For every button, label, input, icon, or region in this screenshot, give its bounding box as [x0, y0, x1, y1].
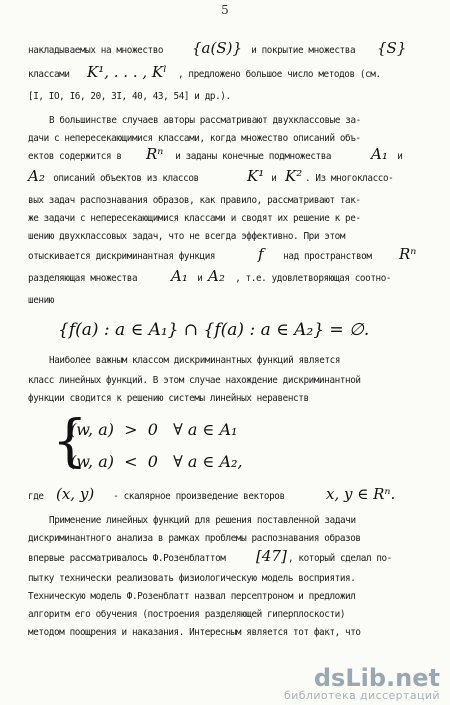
text-segment: и заданы конечные подмножества — [170, 151, 337, 162]
text-line — [0, 228, 450, 246]
handwritten-math: (x, y) — [56, 485, 95, 503]
handwritten-math: K¹ — [247, 167, 265, 185]
text-line — [0, 145, 450, 166]
text-segment: над пространством — [278, 251, 377, 262]
text-line — [0, 512, 450, 530]
text-segment: и — [192, 273, 208, 284]
inequality-row — [0, 416, 450, 444]
watermark-subtitle: библиотека диссертаций — [283, 689, 440, 702]
text-segment: , т.е. удовлетворяющая соотно- — [230, 273, 392, 284]
text-line — [0, 624, 450, 642]
text-segment: Техническую модель Ф.Розенблатт назвал персептроном и предложил — [28, 591, 356, 602]
text-segment: В большинстве случаев авторы рассматривают двухклассовые за- — [49, 115, 361, 126]
inequality-system — [0, 409, 450, 478]
text-segment: и — [392, 151, 403, 162]
text-segment: накладываемых на множество — [28, 45, 169, 56]
text-line — [0, 588, 450, 606]
handwritten-math: f — [258, 245, 264, 263]
text-segment: ектов содержится в — [28, 151, 127, 162]
page-number: 5 — [221, 3, 229, 17]
text-line — [0, 63, 450, 84]
text-segment: описаний объектов из классов — [48, 173, 204, 184]
inequality-row — [0, 448, 450, 476]
text-segment: Наиболее важным классом дискриминантных функций является — [49, 355, 341, 366]
text-segment: , предложено большое число методов (см. — [178, 69, 381, 80]
text-line — [0, 88, 450, 106]
text-segment: алгоритм его обучения (построения разделяющей гиперплоскости) — [28, 609, 346, 620]
text-line — [0, 547, 450, 568]
text-line — [0, 210, 450, 228]
set-intersection-formula — [0, 316, 450, 344]
handwritten-math: Rⁿ — [146, 145, 164, 163]
text-line — [0, 192, 450, 210]
text-line — [0, 39, 450, 60]
text-segment: функции сводится к решению системы линейных неравенств — [28, 393, 309, 404]
text-segment: пытку технически реализовать физиологическую модель восприятия. — [28, 573, 356, 584]
text-line — [0, 112, 450, 130]
text-line — [0, 167, 450, 188]
handwritten-math: [47] — [256, 547, 287, 565]
text-segment: - скалярное произведение векторов — [108, 491, 290, 502]
text-segment: методом поощрения и наказания. Интересным является тот факт, что — [28, 627, 361, 638]
text-line — [0, 267, 450, 288]
inequality-text: (w, a) < 0 ∀ a ∈ A₂, — [70, 452, 243, 471]
text-segment: Применение линейных функций для решения поставленной задачи — [49, 515, 356, 526]
text-line — [0, 372, 450, 390]
handwritten-math: {a(S)} — [192, 39, 243, 57]
text-segment: . Из многоклассо- — [305, 173, 394, 184]
handwritten-math: x, y ∈ Rⁿ. — [326, 485, 396, 503]
handwritten-math: Rⁿ — [399, 245, 417, 263]
text-segment: и покрытие множества — [246, 45, 361, 56]
text-segment: классами — [28, 69, 75, 80]
text-segment: вых задач распознавания образов, как правило, рассматривают так- — [28, 195, 361, 206]
handwritten-math: K² — [285, 167, 303, 185]
text-segment: [I, IO, I6, 20, 3I, 40, 43, 54] и др.). — [28, 91, 231, 102]
formula-text: {f(a) : a ∈ A₁} ∩ {f(a) : a ∈ A₂} = ∅. — [58, 320, 370, 340]
handwritten-math: A₂ — [28, 167, 45, 185]
handwritten-math: K¹, . . . , Kˡ — [87, 63, 167, 81]
text-line — [0, 245, 450, 266]
text-segment: же задачи с непересекающимися классами и сводят их решение к ре- — [28, 213, 361, 224]
text-line — [0, 352, 450, 370]
text-segment: и — [266, 173, 282, 184]
text-line — [0, 530, 450, 548]
inequality-text: (w, a) > 0 ∀ a ∈ A₁ — [70, 420, 238, 439]
text-segment: дачи с непересекающимися классами, когда множество описаний объ- — [28, 133, 361, 144]
text-segment: шению двухклассовых задач, что не всегда эффективно. При этом — [28, 231, 346, 242]
system-brace: { — [52, 409, 88, 474]
text-line — [0, 606, 450, 624]
handwritten-math: A₂ — [208, 267, 225, 285]
watermark-logo: dsLib.net — [313, 664, 440, 692]
handwritten-math: A₁ — [171, 267, 188, 285]
text-line — [0, 390, 450, 408]
text-segment: впервые рассматривалось Ф.Розенблаттом — [28, 553, 231, 564]
text-line — [0, 292, 450, 310]
text-line — [0, 570, 450, 588]
text-line — [0, 485, 450, 506]
text-segment: отыскивается дискриминантная функция — [28, 251, 221, 262]
handwritten-math: A₁ — [371, 145, 388, 163]
watermark — [284, 664, 440, 702]
text-segment: , который сделал по- — [288, 553, 392, 564]
text-segment: класс линейных функций. В этом случае нахождение дискриминантной — [28, 375, 361, 386]
text-segment: разделяющая множества — [28, 273, 143, 284]
handwritten-math: {S} — [377, 39, 407, 57]
text-segment: шению — [28, 295, 54, 306]
text-segment: где — [28, 491, 49, 502]
text-segment: дискриминантного анализа в рамках проблемы распознавания образов — [28, 533, 361, 544]
